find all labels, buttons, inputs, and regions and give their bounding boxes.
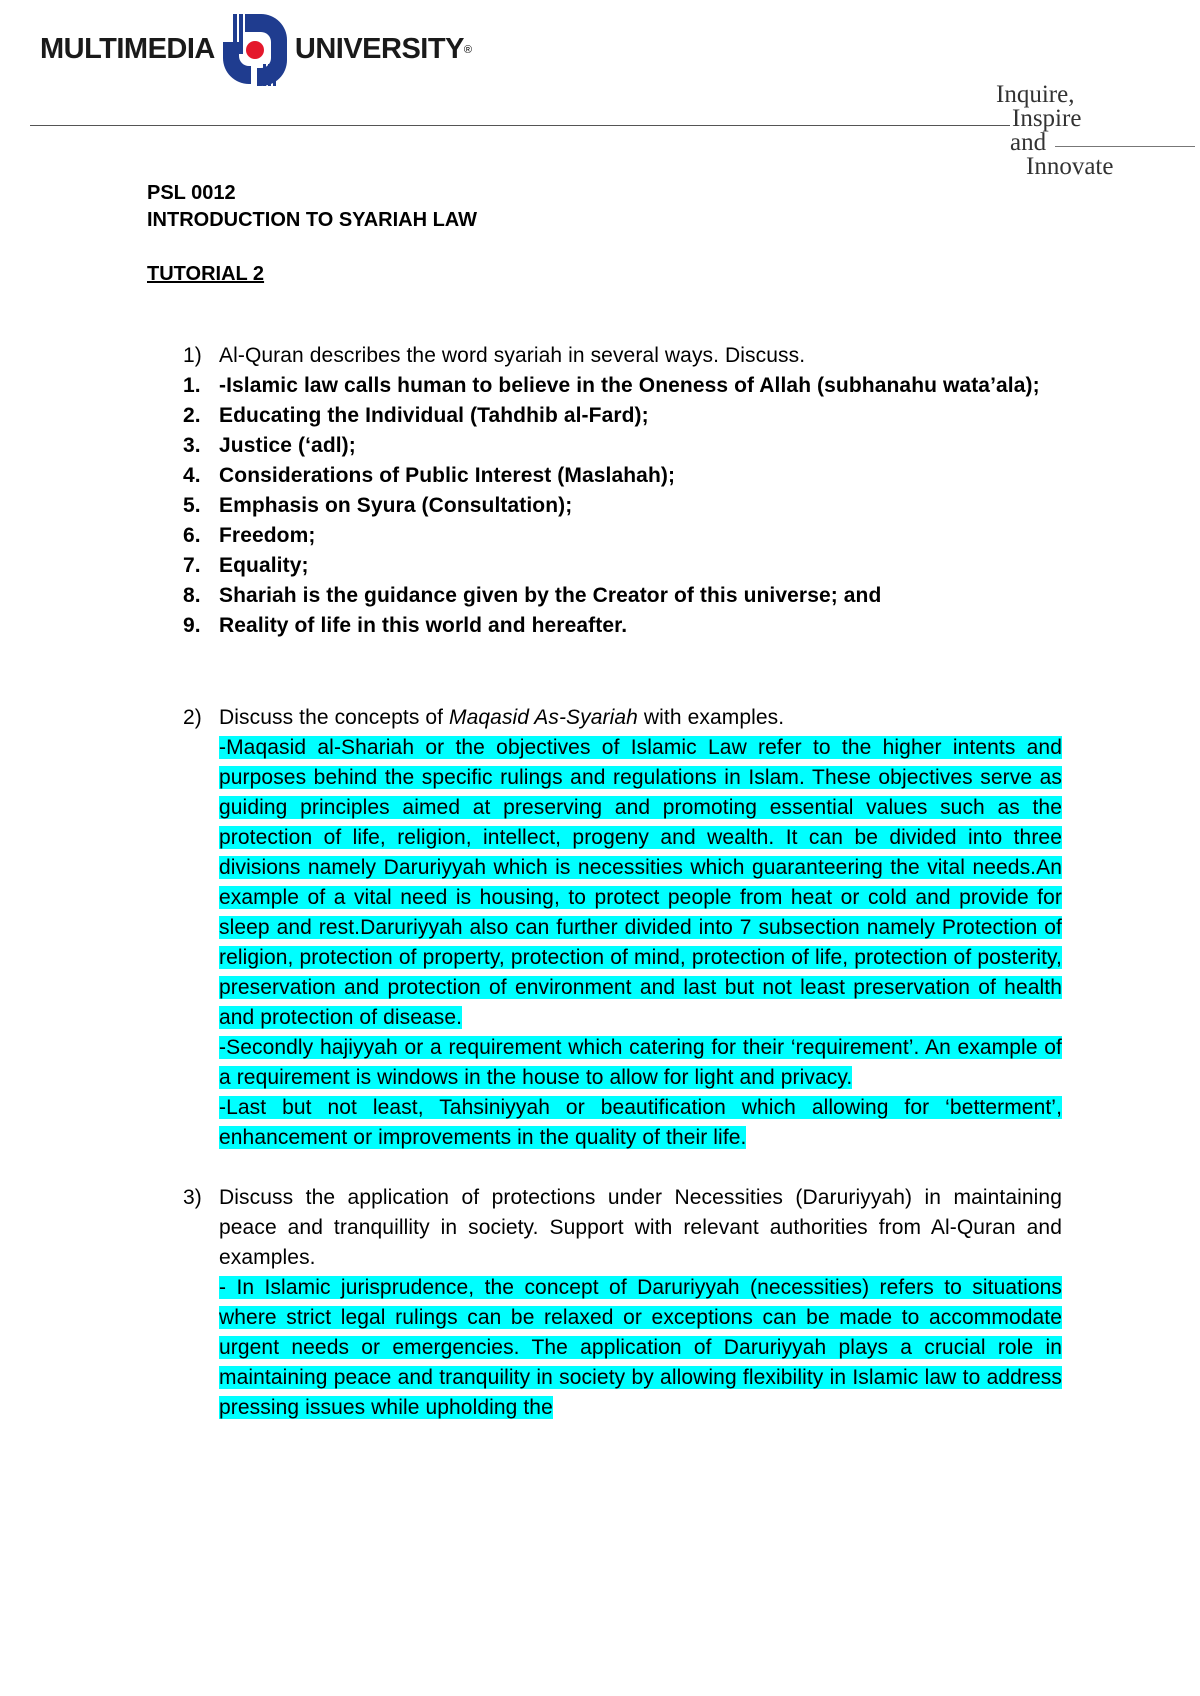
logo-text-left: MULTIMEDIA	[40, 33, 215, 65]
answer-paragraph	[147, 1093, 1062, 1153]
highlighted-text: - In Islamic jurisprudence, the concept of Daruriyyah (necessities) refers to situations where strict legal rulings can be relaxed or exceptions can be made to accommodate urgent needs or emergencies. The application of Daruriyyah plays a crucial role in maintaining peace and tranquility in society by allowing flexibility in Islamic law to address pressing issues while upholding the	[219, 1276, 1062, 1419]
question-text: Discuss the application of protections under Necessities (Daruriyyah) in maintaining peace and tranquillity in society. Support with relevant authorities from Al-Quran and examples.	[219, 1186, 1062, 1269]
list-text: Emphasis on Syura (Consultation);	[219, 494, 573, 517]
answer-paragraph	[147, 1273, 1062, 1423]
list-text: Reality of life in this world and hereafter.	[219, 614, 628, 637]
answer-paragraph	[147, 1033, 1062, 1093]
university-emblem-icon	[219, 12, 291, 87]
list-item	[147, 611, 1062, 641]
list-text: Educating the Individual (Tahdhib al-Fard);	[219, 404, 649, 427]
highlighted-text: -Last but not least, Tahsiniyyah or beautification which allowing for ‘betterment’, enhancement or improvements in the quality of their life.	[219, 1096, 1062, 1149]
question-text-end: with examples.	[637, 706, 785, 729]
list-item	[147, 371, 1062, 401]
question-text: Al-Quran describes the word syariah in several ways. Discuss.	[219, 344, 806, 367]
list-text: Considerations of Public Interest (Maslahah);	[219, 464, 676, 487]
question-number: 1)	[183, 344, 202, 367]
highlighted-text: -Secondly hajiyyah or a requirement which catering for their ‘requirement’. An example of a requirement is windows in the house to allow for light and privacy.	[219, 1036, 1062, 1089]
header-rule	[30, 125, 1010, 126]
question-1	[147, 341, 1062, 371]
list-text: Justice (‘adl);	[219, 434, 356, 457]
list-number: 9.	[183, 614, 201, 637]
list-text: Freedom;	[219, 524, 316, 547]
tutorial-heading: TUTORIAL 2	[147, 263, 265, 285]
list-number: 8.	[183, 584, 201, 607]
tagline-line: Inspire	[1012, 105, 1082, 132]
question-1-answers	[147, 371, 1062, 641]
list-item	[147, 431, 1062, 461]
list-number: 4.	[183, 464, 201, 487]
list-item	[147, 461, 1062, 491]
course-code: PSL 0012	[147, 182, 236, 204]
tagline-line: and	[1010, 129, 1047, 156]
question-text: Discuss the concepts of	[219, 706, 450, 729]
tagline	[990, 83, 1113, 179]
university-logo	[40, 12, 472, 87]
list-number: 5.	[183, 494, 201, 517]
registered-mark: ®	[463, 43, 473, 56]
list-number: 7.	[183, 554, 201, 577]
tagline-line: Innovate	[1026, 153, 1114, 180]
question-number: 2)	[183, 706, 202, 729]
answer-paragraph	[147, 733, 1062, 1033]
highlighted-text: -Maqasid al-Shariah or the objectives of Islamic Law refer to the higher intents and purposes behind the specific rulings and regulations in Islam. These objectives serve as guiding principles aimed at preserving and promoting essential values such as the protection of life, religion, intellect, progeny and wealth. It can be divided into three divisions namely Daruriyyah which is necessities which guaranteering the vital needs.An example of a vital need is housing, to protect people from heat or cold and provide for sleep and rest.Daruriyyah also can further divided into 7 subsection namely Protection of religion, protection of property, protection of mind, protection of life, protection of posterity, preservation and protection of environment and last but not least preservation of health and protection of disease.	[219, 736, 1062, 1029]
course-title: INTRODUCTION TO SYARIAH LAW	[147, 209, 478, 231]
list-text: Equality;	[219, 554, 309, 577]
question-3	[147, 1183, 1062, 1273]
list-number: 2.	[183, 404, 201, 427]
question-number: 3)	[183, 1186, 202, 1209]
list-number: 3.	[183, 434, 201, 457]
list-item	[147, 521, 1062, 551]
list-number: 6.	[183, 524, 201, 547]
question-term: Maqasid As-Syariah	[449, 706, 638, 729]
tagline-line: Inquire,	[996, 81, 1075, 108]
list-item	[147, 491, 1062, 521]
list-item	[147, 551, 1062, 581]
list-item	[147, 401, 1062, 431]
list-text: Shariah is the guidance given by the Creator of this universe; and	[219, 584, 882, 607]
list-item	[147, 581, 1062, 611]
document-body	[147, 180, 1062, 1423]
question-2	[147, 703, 1062, 733]
list-number: 1.	[183, 374, 201, 397]
list-text: -Islamic law calls human to believe in the Oneness of Allah (subhanahu wata’ala);	[219, 374, 1040, 397]
logo-text-right: UNIVERSITY	[294, 33, 464, 65]
tagline-rule	[1055, 146, 1195, 147]
